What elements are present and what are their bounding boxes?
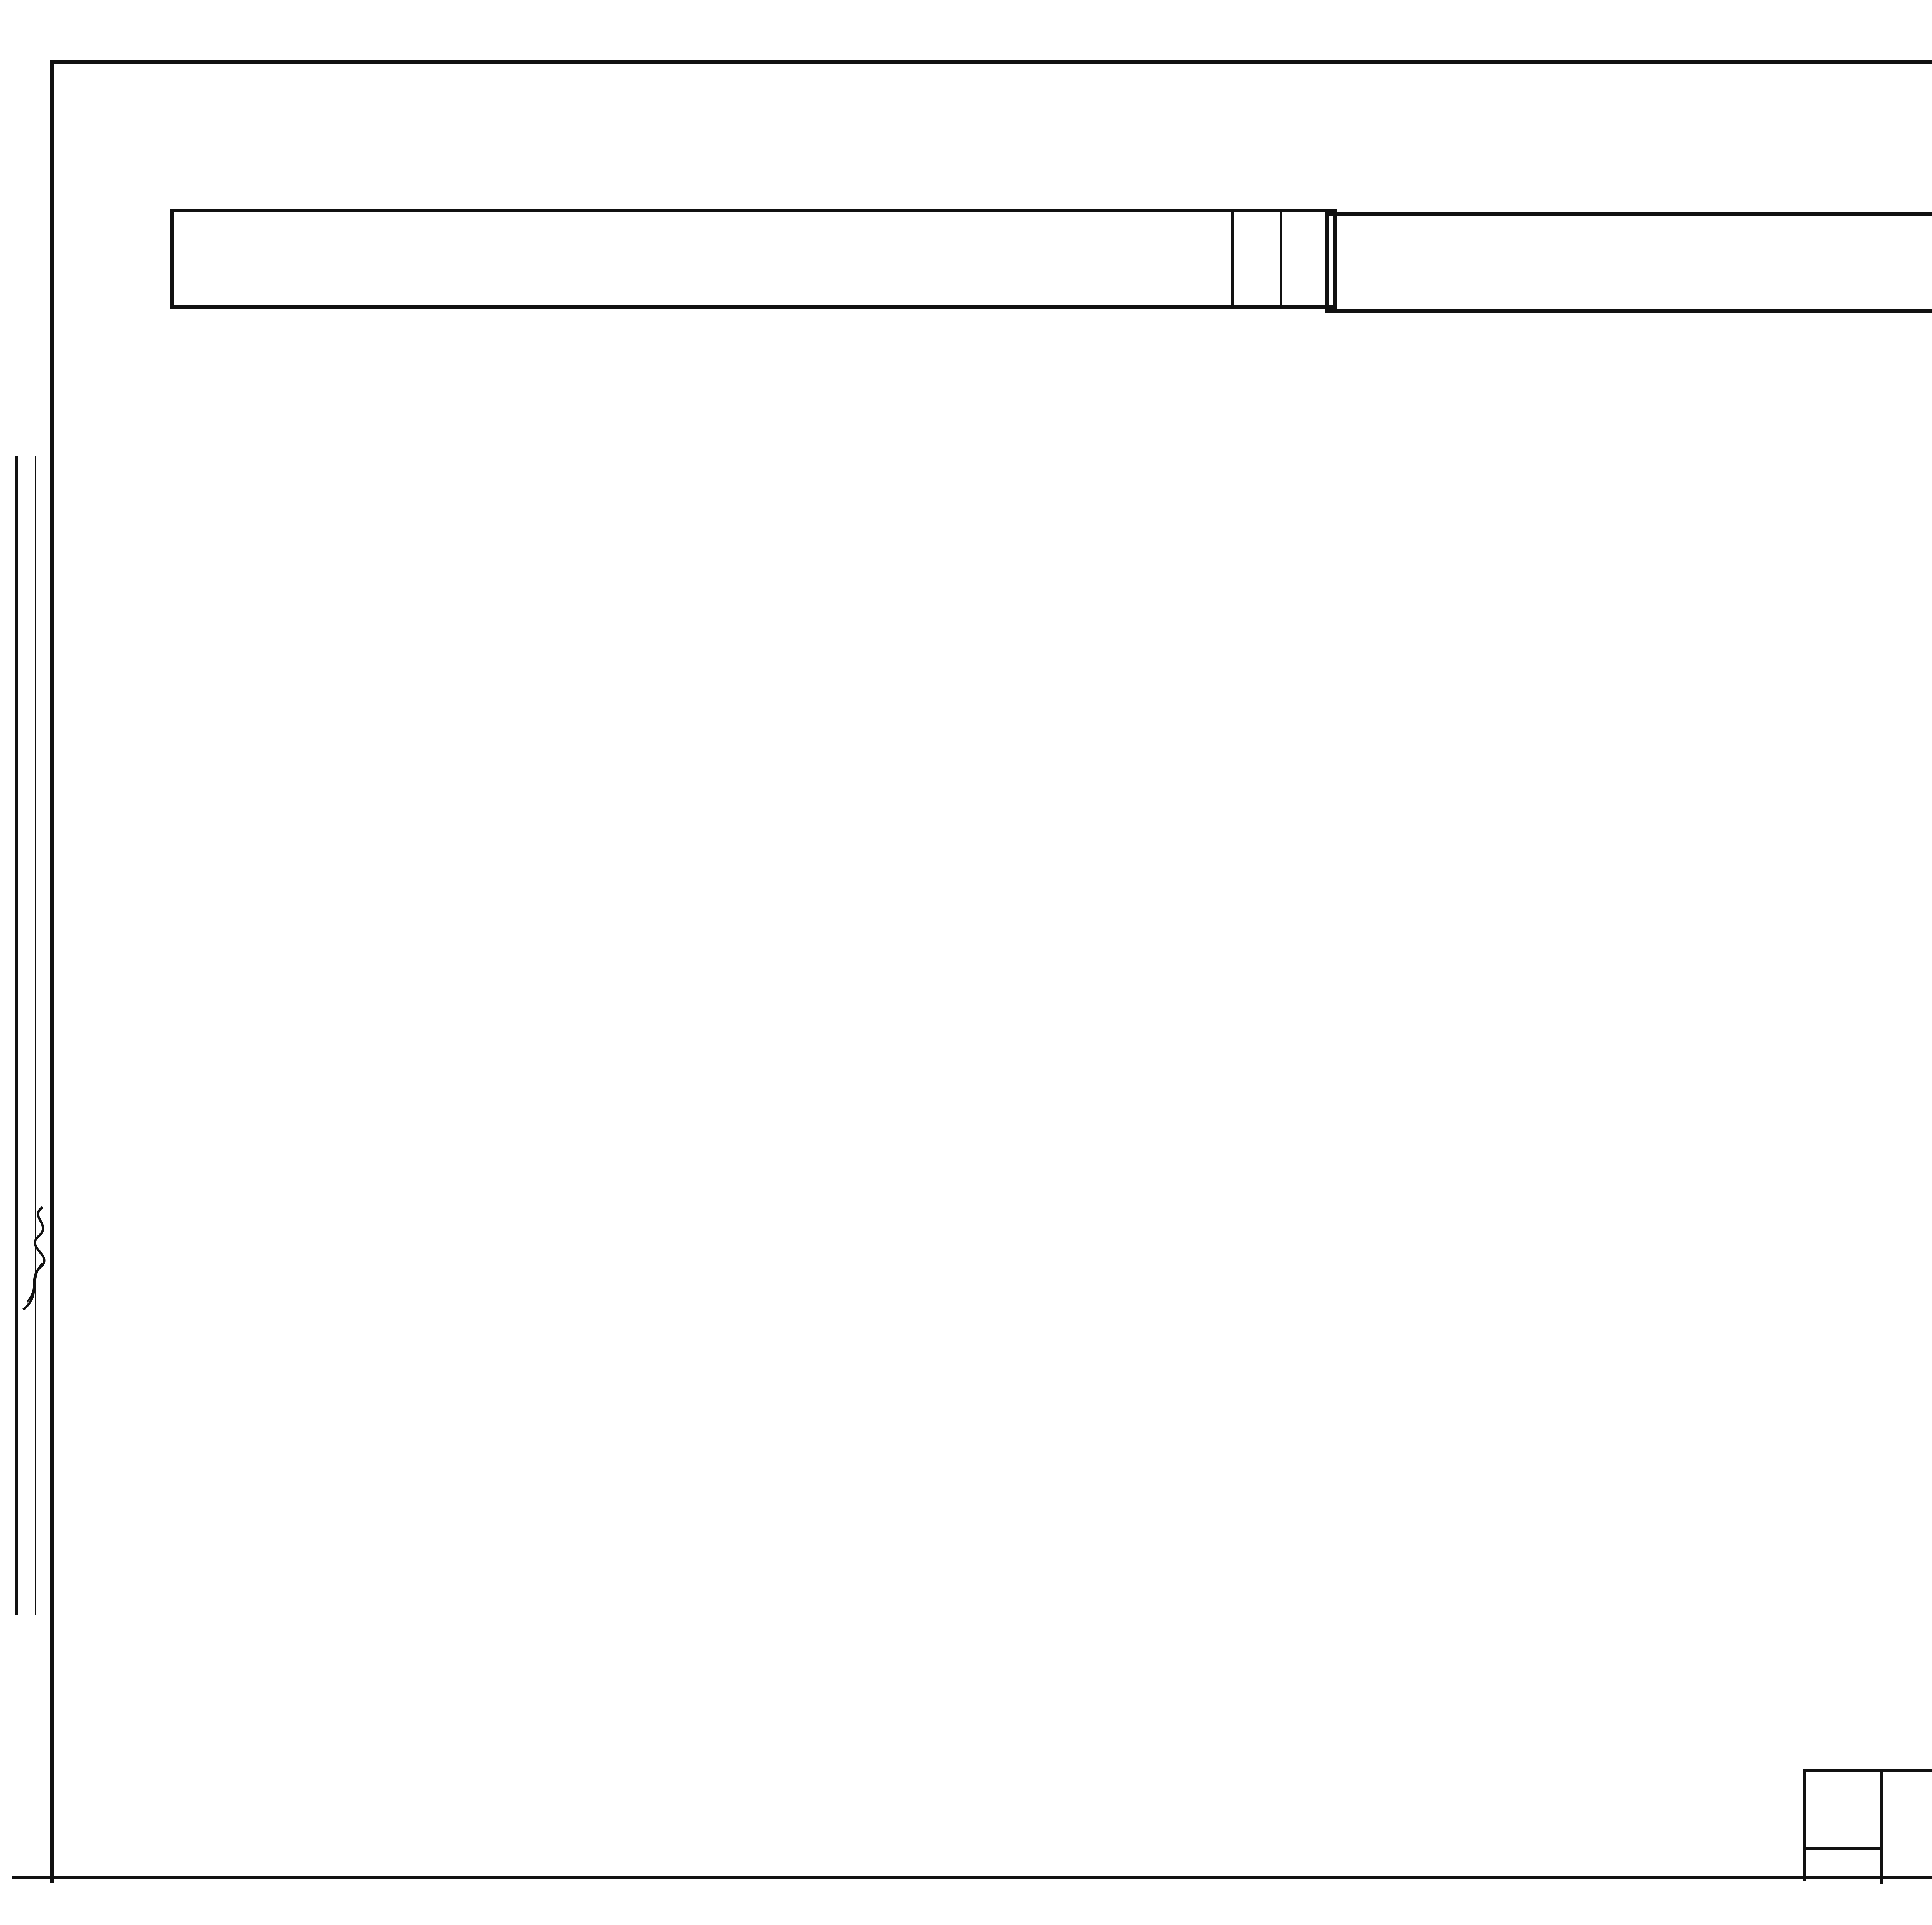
approval-strip — [15, 456, 52, 1615]
drawing-frame — [50, 60, 1932, 1883]
toc-header-row — [172, 211, 1335, 307]
signature-mark — [19, 1201, 50, 1317]
column-header-name — [1327, 214, 1932, 311]
toc-header-row — [1327, 214, 1932, 311]
title-block — [1803, 1769, 1932, 1881]
city-label — [15, 1692, 52, 1808]
frame-bottom-line — [12, 1876, 1932, 1879]
stamp-title — [1883, 1772, 1932, 1884]
column-header-sheet — [1233, 211, 1281, 307]
toc-table-left — [170, 209, 1337, 309]
stamp-tk — [1806, 1772, 1883, 1850]
toc-table-right — [1325, 212, 1932, 313]
column-header-name — [172, 211, 1233, 307]
stamp-code — [1806, 1850, 1883, 1884]
